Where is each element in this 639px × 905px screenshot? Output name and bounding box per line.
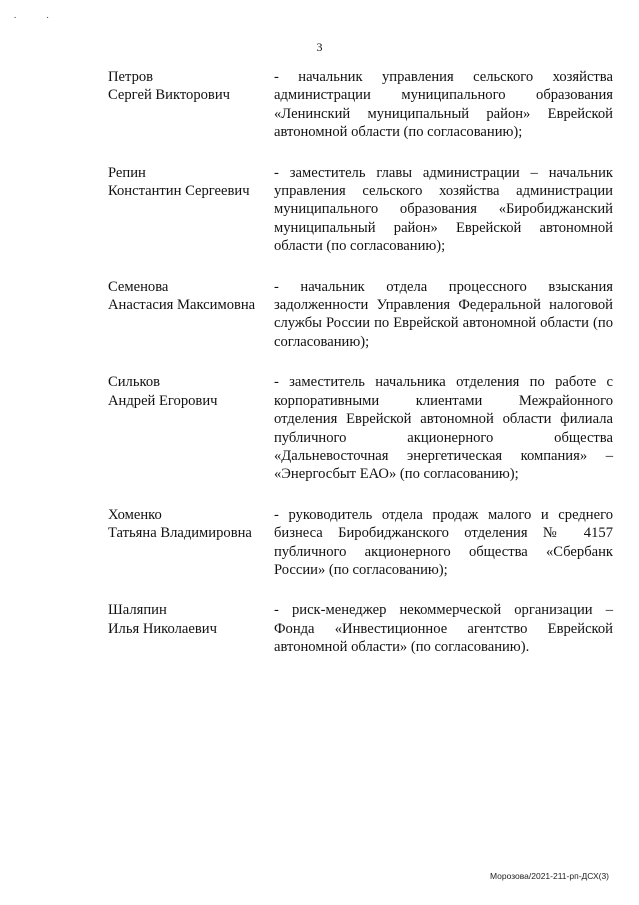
member-given-names: Константин Сергеевич xyxy=(108,183,250,200)
member-name xyxy=(108,164,274,256)
member-given-names: Анастасия Максимовна xyxy=(108,297,256,314)
member-role: - риск-менеджер некоммерческой организации – Фонда «Инвестиционное агентство Еврейской автономной области» (по согласованию). xyxy=(274,602,613,656)
member-name xyxy=(108,373,274,483)
member-surname: Хоменко xyxy=(108,506,162,523)
member-entry xyxy=(108,373,613,483)
corner-marks: . . xyxy=(14,10,63,20)
member-role: - заместитель начальника отделения по работе с корпоративными клиентами Межрайонного отделения Еврейской автономной области филиала публичного акционерного общества «Дальневосточная энергетическая компания» – «Энергосбыт ЕАО» (по согласованию); xyxy=(274,374,613,483)
member-role: - заместитель главы администрации – начальник управления сельского хозяйства администрации муниципального образования «Биробиджанский муниципальный район» Еврейской автономной области (по согласованию); xyxy=(274,164,613,255)
member-name xyxy=(108,278,274,352)
member-surname: Шаляпин xyxy=(108,602,167,619)
member-role: - начальник управления сельского хозяйства администрации муниципального образования «Ленинский муниципальный район» Еврейской автономной области (по согласованию); xyxy=(274,69,613,141)
member-given-names: Сергей Викторович xyxy=(108,87,230,104)
member-entry xyxy=(108,278,613,352)
member-name xyxy=(108,68,274,142)
page-number: 3 xyxy=(316,40,323,54)
document-code: Морозова/2021-211-рп-ДСХ(3) xyxy=(489,871,609,881)
member-surname: Петров xyxy=(108,69,154,85)
member-name xyxy=(108,601,274,656)
member-entry xyxy=(108,164,613,256)
member-surname: Сильков xyxy=(108,374,161,391)
member-entry xyxy=(108,68,613,142)
member-role: - начальник отдела процессного взыскания задолженности Управления Федеральной налоговой службы России по Еврейской автономной области (по согласованию); xyxy=(274,278,613,350)
member-name xyxy=(108,506,274,580)
member-surname: Репин xyxy=(108,164,146,181)
member-surname: Семенова xyxy=(108,278,169,295)
member-role: - руководитель отдела продаж малого и среднего бизнеса Биробиджанского отделения № 4157 публичного акционерного общества «Сбербанк России» (по согласованию); xyxy=(274,506,613,578)
member-given-names: Андрей Егорович xyxy=(108,392,218,409)
member-given-names: Татьяна Владимировна xyxy=(108,525,252,542)
member-given-names: Илья Николаевич xyxy=(108,620,217,637)
member-entry xyxy=(108,506,613,580)
member-entry xyxy=(108,601,613,656)
members-list xyxy=(108,68,613,679)
